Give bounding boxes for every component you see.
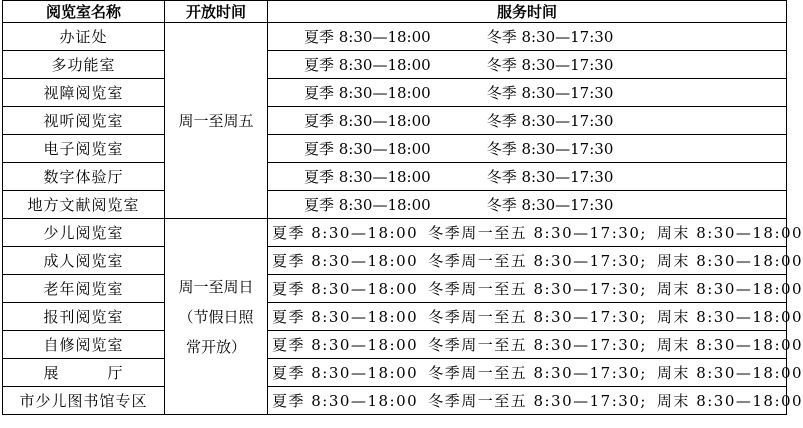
winter-hours: 冬季 8:30—17:30 [486,140,614,158]
summer-hours: 夏季 8:30—18:00 [272,364,419,382]
room-name: 市少儿图书馆专区 [3,387,165,415]
winter-hours: 冬季周一至五 8:30—17:30; [428,280,647,298]
service-hours [268,191,787,219]
weekend-hours: 周末 8:30—18:00 [656,280,803,298]
service-hours [268,387,803,415]
table-row [3,359,787,387]
service-hours [268,51,787,79]
service-hours [268,107,787,135]
room-name-text: 展 厅 [43,364,124,382]
header-open-days: 开放时间 [165,1,268,23]
summer-hours: 夏季 8:30—18:00 [304,112,431,130]
winter-hours: 冬季周一至五 8:30—17:30; [428,392,647,410]
holiday-note-line: 常开放） [185,337,246,356]
room-name: 视听阅览室 [3,107,165,135]
room-name: 视障阅览室 [3,79,165,107]
open-days-weekdays: 周一至周五 [165,23,268,219]
holiday-note-line: （节假日照 [178,307,254,326]
winter-hours: 冬季周一至五 8:30—17:30; [428,364,647,382]
winter-hours: 冬季 8:30—17:30 [486,56,614,74]
weekend-hours: 周末 8:30—18:00 [656,364,803,382]
service-hours [268,219,803,247]
table-row [3,247,787,275]
room-name [3,359,165,387]
header-room-name: 阅览室名称 [3,1,165,23]
weekend-hours: 周末 8:30—18:00 [656,336,803,354]
service-hours [268,79,787,107]
opening-hours-table [2,0,803,415]
winter-hours: 冬季周一至五 8:30—17:30; [428,252,647,270]
summer-hours: 夏季 8:30—18:00 [272,308,419,326]
table-row [3,79,787,107]
winter-hours: 冬季 8:30—17:30 [486,84,614,102]
weekend-hours: 周末 8:30—18:00 [656,224,803,242]
room-name: 少儿阅览室 [3,219,165,247]
summer-hours: 夏季 8:30—18:00 [304,140,431,158]
room-name: 自修阅览室 [3,331,165,359]
winter-hours: 冬季 8:30—17:30 [486,112,614,130]
service-hours [268,23,787,51]
room-name: 办证处 [3,23,165,51]
room-name: 多功能室 [3,51,165,79]
table-row [3,387,787,415]
room-name: 老年阅览室 [3,275,165,303]
summer-hours: 夏季 8:30—18:00 [272,336,419,354]
winter-hours: 冬季 8:30—17:30 [486,168,614,186]
summer-hours: 夏季 8:30—18:00 [272,224,419,242]
summer-hours: 夏季 8:30—18:00 [304,28,431,46]
summer-hours: 夏季 8:30—18:00 [272,252,419,270]
room-name: 电子阅览室 [3,135,165,163]
room-name: 报刊阅览室 [3,303,165,331]
service-hours [268,247,803,275]
winter-hours: 冬季周一至五 8:30—17:30; [428,336,647,354]
table-row [3,331,787,359]
summer-hours: 夏季 8:30—18:00 [272,392,419,410]
table-row [3,107,787,135]
summer-hours: 夏季 8:30—18:00 [304,56,431,74]
winter-hours: 冬季 8:30—17:30 [486,28,614,46]
weekend-hours: 周末 8:30—18:00 [656,308,803,326]
winter-hours: 冬季周一至五 8:30—17:30; [428,308,647,326]
room-name: 成人阅览室 [3,247,165,275]
room-name: 数字体验厅 [3,163,165,191]
weekend-hours: 周末 8:30—18:00 [656,252,803,270]
service-hours [268,303,803,331]
header-row [3,1,787,23]
open-days-all-week [165,219,268,415]
service-hours [268,163,787,191]
service-hours [268,275,803,303]
table-row [3,23,787,51]
table-row [3,275,787,303]
table-row [3,135,787,163]
header-service-hours: 服务时间 [268,1,787,23]
open-days-line: 周一至周日 [178,277,254,296]
winter-hours: 冬季 8:30—17:30 [486,196,614,214]
summer-hours: 夏季 8:30—18:00 [304,84,431,102]
service-hours [268,135,787,163]
table-row [3,191,787,219]
summer-hours: 夏季 8:30—18:00 [272,280,419,298]
room-name: 地方文献阅览室 [3,191,165,219]
table-row [3,163,787,191]
summer-hours: 夏季 8:30—18:00 [304,196,431,214]
winter-hours: 冬季周一至五 8:30—17:30; [428,224,647,242]
summer-hours: 夏季 8:30—18:00 [304,168,431,186]
table-row [3,219,787,247]
service-hours [268,359,803,387]
table-row [3,303,787,331]
service-hours [268,331,803,359]
weekend-hours: 周末 8:30—18:00 [656,392,803,410]
table-row [3,51,787,79]
